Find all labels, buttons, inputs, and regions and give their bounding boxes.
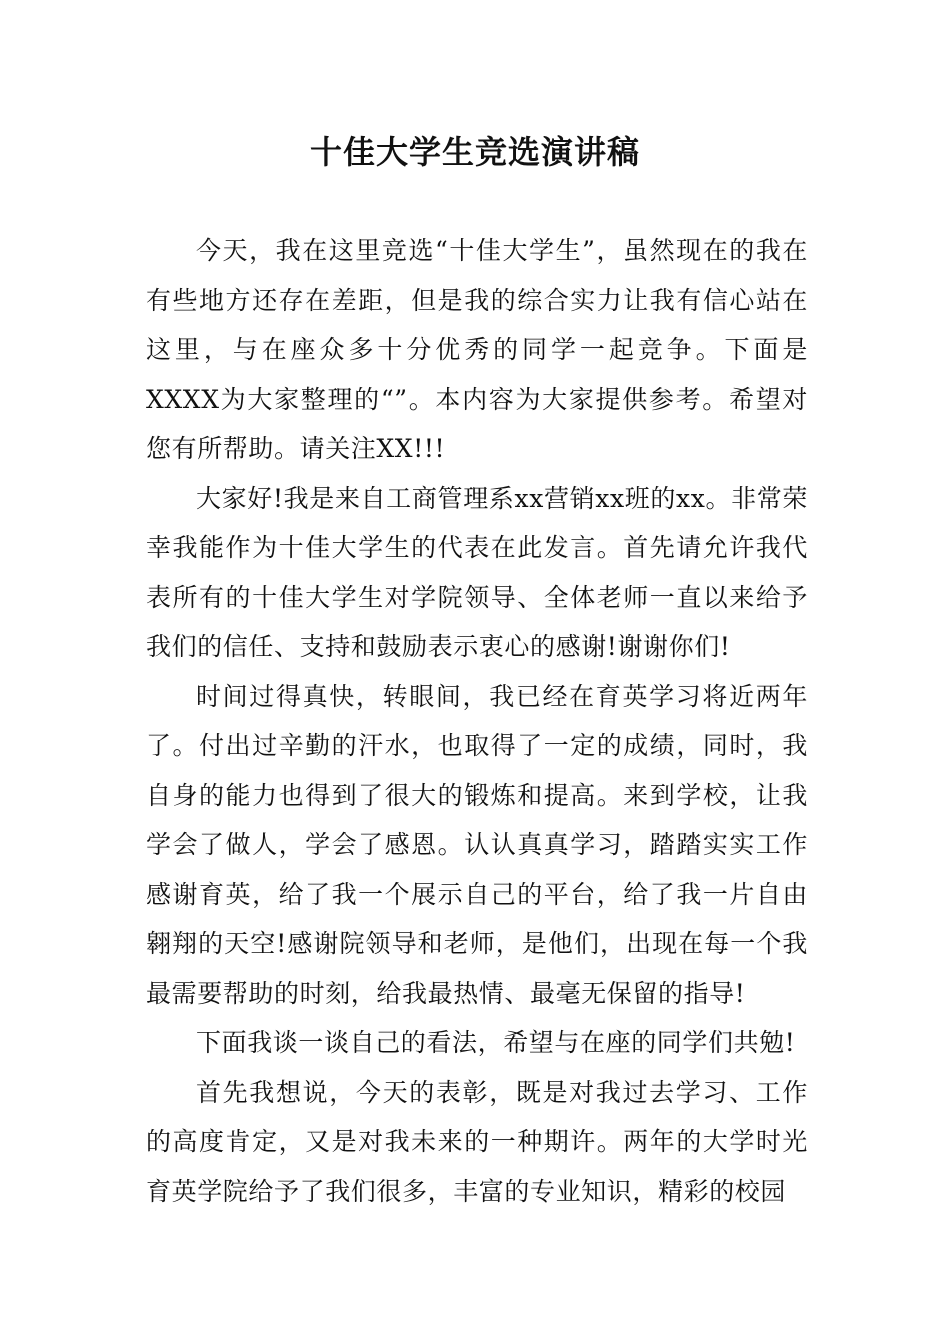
paragraph-greeting: 大家好!我是来自工商管理系xx营销xx班的xx。非常荣幸我能作为十佳大学生的代表在此发言。首先请允许我代表所有的十佳大学生对学院领导、全体老师一直以来给予我们的信任、支持和鼓励表示衷心的感谢!谢谢你们! bbox=[146, 483, 808, 661]
paragraph-first-point: 首先我想说，今天的表彰，既是对我过去学习、工作的高度肯定，又是对我未来的一种期许。两年的大学时光育英学院给予了我们很多，丰富的专业知识，精彩的校园 bbox=[146, 1077, 808, 1206]
paragraph-time: 时间过得真快，转眼间，我已经在育英学习将近两年了。付出过辛勤的汗水，也取得了一定的成绩，同时，我自身的能力也得到了很大的锻炼和提高。来到学校，让我学会了做人，学会了感恩。认认真真学习，踏踏实实工作感谢育英，给了我一个展示自己的平台，给了我一片自由翱翔的天空!感谢院领导和老师，是他们，出现在每一个我最需要帮助的时刻，给我最热情、最毫无保留的指导! bbox=[146, 681, 808, 1008]
document-body bbox=[146, 226, 808, 1216]
paragraph-intro: 今天，我在这里竞选“十佳大学生”，虽然现在的我在有些地方还存在差距，但是我的综合实力让我有信心站在这里，与在座众多十分优秀的同学一起竞争。下面是XXXX为大家整理的“”。本内容为大家提供参考。希望对您有所帮助。请关注XX!!! bbox=[146, 236, 808, 463]
paragraph-transition: 下面我谈一谈自己的看法，希望与在座的同学们共勉! bbox=[196, 1028, 796, 1057]
document-title: 十佳大学生竞选演讲稿 bbox=[309, 133, 640, 171]
